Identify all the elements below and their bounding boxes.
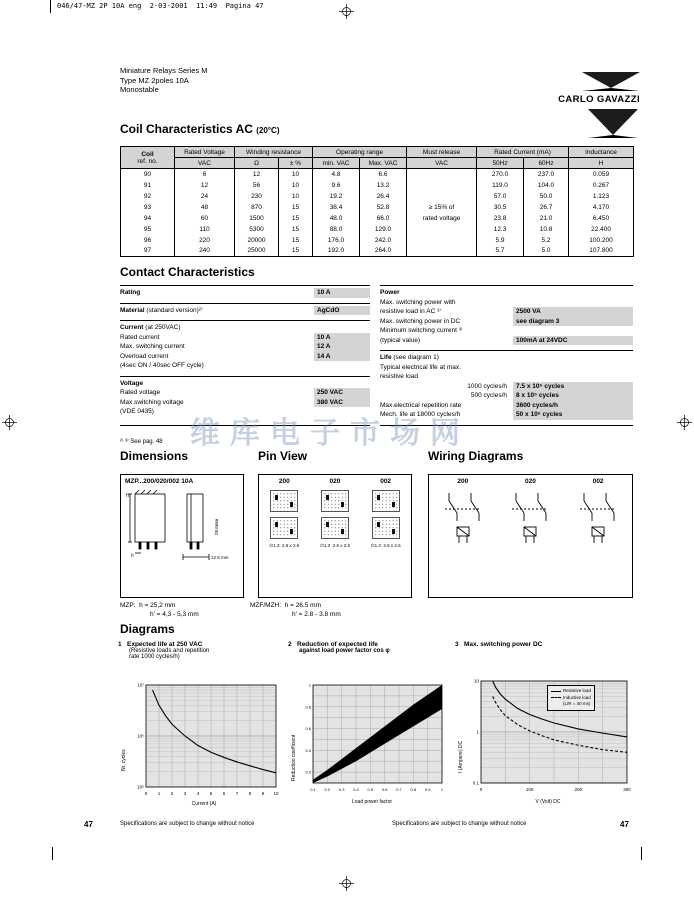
table-row (121, 180, 634, 191)
life-1000-label: 1000 cycles/h (467, 382, 507, 390)
table-cell (407, 180, 477, 191)
max-switching-current-label: Max. switching current (120, 343, 185, 350)
coil-title-text: Coil Characteristics AC (120, 122, 253, 136)
diagram-1-xlabel: Current (A) (191, 801, 217, 807)
overload-note: (4sec ON / 40sec OFF cycle) (120, 362, 204, 369)
svg-text:5: 5 (209, 791, 213, 796)
life-desc-1: Typical electrical life at max. (380, 363, 461, 371)
wiring-columns (429, 475, 632, 545)
max-power-ac-value: 2500 VA (513, 307, 633, 317)
table-cell: 15 (279, 224, 313, 235)
pinview-col-020-label: 020 (329, 478, 341, 485)
wiring-col-002-label: 002 (592, 478, 604, 485)
dimensions-section-title: Dimensions (120, 449, 189, 463)
material-group (120, 303, 370, 321)
table-cell: 30.5 (477, 202, 524, 213)
wiring-col-020 (504, 478, 556, 545)
svg-text:200: 200 (574, 787, 583, 792)
table-cell: 220 (175, 235, 235, 246)
table-cell: 4.8 (313, 169, 360, 180)
svg-text:0.9: 0.9 (424, 787, 431, 792)
vde-note: (VDE 0435) (120, 408, 154, 415)
registration-mark-icon (339, 876, 354, 891)
contact-section-title: Contact Characteristics (120, 265, 255, 279)
table-cell: 5300 (235, 224, 279, 235)
table-cell: 13.2 (360, 180, 407, 191)
table-cell: 91 (121, 180, 175, 191)
coil-title-note: (20°C) (256, 126, 280, 135)
pin-dims: ∅1.3 2.6 x 2.6 (370, 543, 401, 548)
table-cell: 50.0 (524, 191, 569, 202)
table-cell: 110 (175, 224, 235, 235)
table-cell: 56 (235, 180, 279, 191)
current-group (120, 320, 370, 376)
dimensions-box (120, 474, 244, 598)
table-cell: 104.0 (524, 180, 569, 191)
max-power-ac-label-2: resistive load in AC ³⁾ (380, 308, 441, 315)
pin-grid (372, 517, 400, 539)
svg-text:0.8: 0.8 (410, 787, 417, 792)
table-cell: 10 (279, 191, 313, 202)
table-cell: 5.2 (524, 235, 569, 246)
voltage-group (120, 376, 370, 422)
table-cell: 22.400 (569, 224, 634, 235)
col-min-vac: min. VAC (313, 158, 360, 169)
svg-text:0.1: 0.1 (310, 787, 316, 792)
rating-value: 10 A (314, 288, 370, 298)
table-row (121, 169, 634, 180)
repetition-rate-value: 3600 cycles/h (513, 401, 633, 411)
max-power-dc-label: Max. switching power in DC (380, 317, 461, 325)
col-inductance: Inductance (569, 147, 634, 158)
table-cell: 870 (235, 202, 279, 213)
crop-mark (641, 847, 642, 860)
logo-triangle-icon (588, 109, 638, 138)
col-rated-current: Rated Current (mA) (477, 147, 569, 158)
table-cell: 237.0 (524, 169, 569, 180)
col-ohm: Ω (235, 158, 279, 169)
svg-text:10⁶: 10⁶ (137, 733, 144, 739)
table-cell: 4.170 (569, 202, 634, 213)
table-cell: 176.0 (313, 235, 360, 246)
table-cell: 60 (175, 213, 235, 224)
svg-text:10⁷: 10⁷ (137, 682, 144, 688)
pin-dims: ∅1.3 2.6 x 2.6 (320, 543, 350, 548)
pin-grid (270, 517, 298, 539)
contact-right-column (380, 285, 633, 426)
life-500-value: 8 x 10⁵ cycles (513, 391, 633, 401)
table-cell: 0.059 (569, 169, 634, 180)
svg-text:0: 0 (479, 787, 483, 792)
table-cell: 15 (279, 213, 313, 224)
col-inductance-unit: H (569, 158, 634, 169)
max-switching-voltage-value: 380 VAC (314, 398, 370, 408)
coil-table-body (121, 169, 634, 257)
diagram-2-sub: against load power factor cos φ (299, 648, 390, 654)
table-cell (407, 191, 477, 202)
table-cell: 92 (121, 191, 175, 202)
table-cell: 6.450 (569, 213, 634, 224)
pin-grid (270, 490, 298, 512)
svg-text:0.7: 0.7 (396, 787, 402, 792)
rated-voltage-value: 250 VAC (314, 388, 370, 398)
diagram-3-title: 3 Max. switching power DC (455, 641, 543, 648)
table-cell: 240 (175, 246, 235, 257)
mzp-note: MZP: h = 25,2 mm h' = 4,3 - 5,3 mm (120, 602, 199, 618)
diagram-2-title: 2 Reduction of expected life (288, 641, 378, 648)
current-label: Current (at 250VAC) (120, 324, 181, 331)
svg-text:0: 0 (144, 791, 148, 796)
voltage-label: Voltage (120, 379, 143, 387)
table-row (121, 246, 634, 257)
table-cell: 100.200 (569, 235, 634, 246)
table-cell: 21.0 (524, 213, 569, 224)
svg-text:0.3: 0.3 (338, 787, 345, 792)
table-row (121, 202, 634, 213)
table-cell: 48.0 (313, 213, 360, 224)
table-cell: 66.0 (360, 213, 407, 224)
table-cell: 6.6 (360, 169, 407, 180)
table-cell: 10 (279, 169, 313, 180)
footer-note-right: Specifications are subject to change without notice (392, 821, 527, 827)
wiring-col-200 (437, 478, 489, 545)
pinview-col-002 (371, 478, 401, 549)
svg-text:1: 1 (157, 791, 161, 796)
diagram-2-ylabel: Reduction coefficient (291, 734, 297, 781)
pinview-col-020 (320, 478, 350, 549)
contact-left-column (120, 285, 370, 426)
table-cell: ≥ 15% of (407, 202, 477, 213)
table-cell: 12.3 (477, 224, 524, 235)
max-power-ac-label-1: Max. switching power with (380, 298, 456, 306)
pinview-col-200 (269, 478, 299, 549)
rated-current-value: 10 A (314, 333, 370, 343)
diagram-1-sub1: (Resistive loads and repetition (129, 648, 210, 654)
col-rated-voltage: Rated Voltage (175, 147, 235, 158)
max-power-dc-value: see diagram 3 (513, 317, 633, 327)
table-cell: 15 (279, 235, 313, 246)
dimension-drawing (125, 487, 241, 579)
table-cell: 107.800 (569, 246, 634, 257)
table-cell: 9.6 (313, 180, 360, 191)
mech-life-value: 50 x 10⁶ cycles (513, 410, 633, 420)
table-cell: rated voltage (407, 213, 477, 224)
coil-section-title (120, 122, 279, 136)
dim-label-286: 28.6mm (214, 518, 219, 535)
wiring-schematic (504, 485, 556, 545)
table-cell: 264.0 (360, 246, 407, 257)
table-cell (407, 224, 477, 235)
table-cell: 12 (175, 180, 235, 191)
table-cell: 129.0 (360, 224, 407, 235)
table-cell: 20000 (235, 235, 279, 246)
col-max-vac: Max. VAC (360, 158, 407, 169)
power-label: Power (380, 289, 400, 296)
brand-logo (538, 72, 640, 138)
svg-text:0.1: 0.1 (472, 780, 479, 786)
min-switching-current-note: (typical value) (380, 336, 421, 344)
table-cell: 96 (121, 235, 175, 246)
table-cell: 242.0 (360, 235, 407, 246)
table-cell: 270.0 (477, 169, 524, 180)
diagram-3-panel (455, 641, 637, 819)
pinview-section-title: Pin View (258, 449, 308, 463)
table-cell: 6 (175, 169, 235, 180)
dashed-line-icon (551, 697, 561, 698)
table-cell: 15 (279, 246, 313, 257)
repetition-rate-label: Max.electrical repetition rate (380, 401, 462, 409)
life-label: Life (see diagram 1) (380, 354, 439, 361)
table-cell: 5.7 (477, 246, 524, 257)
life-desc-2: resistive load (380, 373, 418, 380)
col-50hz: 50Hz (477, 158, 524, 169)
col-60hz: 60Hz (524, 158, 569, 169)
svg-text:10⁵: 10⁵ (137, 784, 144, 790)
table-row (121, 224, 634, 235)
dim-label-hprime: h' (131, 553, 135, 558)
table-cell: 95 (121, 224, 175, 235)
table-cell (407, 235, 477, 246)
pin-grid (321, 517, 349, 539)
rating-group (120, 285, 370, 303)
coil-table (120, 146, 634, 257)
svg-text:0.6: 0.6 (381, 787, 388, 792)
variant-line: Monostable (120, 85, 159, 94)
svg-text:0.8: 0.8 (305, 704, 311, 710)
max-switching-current-value: 12 A (314, 342, 370, 352)
svg-text:0.4: 0.4 (353, 787, 359, 792)
table-cell: 48 (175, 202, 235, 213)
pin-dims: ∅1.3 2.6 x 2.6 (269, 543, 300, 548)
mech-life-label: Mech. life at 18000 cycles/h (380, 411, 461, 418)
svg-text:4: 4 (196, 791, 200, 796)
table-cell: 19.2 (313, 191, 360, 202)
table-cell: 57.0 (477, 191, 524, 202)
cos-phi-chart (298, 681, 446, 795)
brand-name: CARLO GAVAZZI (558, 94, 640, 105)
registration-mark-icon (677, 415, 692, 430)
dim-label-h: h (126, 493, 129, 499)
diagram-1-sub2: rate 1000 cycles/h) (129, 654, 180, 660)
col-winding-resistance: Winding resistance (235, 147, 313, 158)
diagram-3-xlabel: V (Volt) DC (535, 799, 561, 805)
page-number-left: 47 (84, 820, 93, 829)
svg-text:8: 8 (248, 791, 252, 796)
registration-mark-icon (2, 415, 17, 430)
svg-text:0.2: 0.2 (305, 769, 311, 775)
svg-text:1: 1 (308, 682, 311, 688)
col-must-release-unit: VAC (407, 158, 477, 169)
table-cell: 88.0 (313, 224, 360, 235)
pinview-col-200-label: 200 (278, 478, 290, 485)
crop-mark (52, 847, 53, 860)
table-cell: 97 (121, 246, 175, 257)
table-cell (407, 169, 477, 180)
svg-text:0.6: 0.6 (305, 726, 311, 732)
series-line: Miniature Relays Series M (120, 66, 208, 75)
min-switching-current-label: Minimum switching current ³⁾ (380, 327, 463, 334)
table-cell: 10.8 (524, 224, 569, 235)
table-cell: 12 (235, 169, 279, 180)
expected-life-chart (128, 681, 280, 799)
print-header: 046/47-MZ 2P 10A eng 2-03-2001 11:49 Pagina 47 (57, 2, 264, 10)
table-cell: 1.123 (569, 191, 634, 202)
svg-text:1: 1 (440, 787, 444, 792)
footer-note-left: Specifications are subject to change without notice (120, 821, 255, 827)
svg-text:10: 10 (473, 678, 479, 684)
pinview-columns (259, 475, 411, 549)
wiring-col-200-label: 200 (457, 478, 469, 485)
table-cell: 230 (235, 191, 279, 202)
overload-current-label: Overload current (120, 352, 169, 360)
rated-voltage-label: Rated voltage (120, 389, 161, 396)
svg-text:3: 3 (183, 791, 187, 796)
table-cell: 5.0 (524, 246, 569, 257)
wiring-box (428, 474, 633, 598)
watermark: 维库电子市场网 (190, 417, 470, 450)
dim-label-125: 12.5 mm (211, 555, 229, 560)
crop-mark (50, 0, 51, 13)
pinview-col-002-label: 002 (380, 478, 392, 485)
table-cell: 0.267 (569, 180, 634, 191)
material-value: AgCdO (314, 306, 370, 316)
svg-text:2: 2 (170, 791, 174, 796)
col-operating-range: Operating range (313, 147, 407, 158)
col-must-release: Must release (407, 147, 477, 158)
svg-text:0.5: 0.5 (367, 787, 374, 792)
wiring-col-020-label: 020 (525, 478, 536, 485)
table-cell: 26.4 (360, 191, 407, 202)
table-cell: 1500 (235, 213, 279, 224)
pin-grid (321, 490, 349, 512)
table-row (121, 191, 634, 202)
pin-grid (372, 490, 400, 512)
rating-label: Rating (120, 289, 141, 296)
table-cell: 119.0 (477, 180, 524, 191)
chart-legend: Resistive load Inductive load (L/R = 40 ms) (547, 685, 595, 711)
diagram-2-xlabel: Load power factor (351, 799, 393, 805)
rated-current-label: Rated current (120, 333, 160, 341)
svg-text:100: 100 (525, 787, 534, 792)
page-number-right: 47 (620, 820, 629, 829)
pinview-box (258, 474, 412, 598)
table-cell: 10 (279, 180, 313, 191)
footnote: ²⁾ ³⁾ See pag. 48 (120, 439, 163, 445)
table-cell: 52.8 (360, 202, 407, 213)
diagram-1-title: 1 Expected life at 250 VAC (118, 641, 203, 648)
diagram-2-panel (288, 641, 454, 819)
table-cell: 38.4 (313, 202, 360, 213)
min-switching-current-value: 100mA at 24VDC (513, 336, 633, 346)
wiring-section-title: Wiring Diagrams (428, 449, 524, 463)
svg-text:1: 1 (476, 729, 479, 735)
mzf-note: MZF/MZH: h = 26.5 mm h' = 2.8 - 3.8 mm (250, 602, 341, 618)
col-rated-voltage-unit: VAC (175, 158, 235, 169)
power-group (380, 285, 633, 350)
svg-text:0.4: 0.4 (305, 747, 311, 753)
life-1000-value: 7.5 x 10⁵ cycles (513, 382, 633, 392)
svg-text:9: 9 (261, 791, 265, 796)
table-cell: 15 (279, 202, 313, 213)
table-row (121, 213, 634, 224)
diagrams-section-title: Diagrams (120, 622, 175, 636)
wiring-schematic (572, 485, 624, 545)
type-line: Type MZ 2poles 10A (120, 75, 189, 85)
life-group (380, 350, 633, 425)
svg-text:7: 7 (235, 791, 239, 796)
svg-text:300: 300 (623, 787, 631, 792)
svg-text:6: 6 (222, 791, 226, 796)
registration-mark-icon (339, 4, 354, 19)
life-500-label: 500 cycles/h (470, 392, 507, 399)
col-pct: ± % (279, 158, 313, 169)
contact-characteristics (120, 285, 633, 426)
table-cell: 90 (121, 169, 175, 180)
table-cell: 192.0 (313, 246, 360, 257)
material-label: Material (standard version)²⁾ (120, 306, 203, 314)
table-cell: 5.9 (477, 235, 524, 246)
table-row (121, 235, 634, 246)
table-cell: 94 (121, 213, 175, 224)
solid-line-icon (551, 691, 561, 692)
table-cell: 26.7 (524, 202, 569, 213)
logo-triangle-icon (582, 72, 640, 91)
svg-text:0.2: 0.2 (324, 787, 331, 792)
table-cell (407, 246, 477, 257)
table-cell: 25000 (235, 246, 279, 257)
wiring-schematic (437, 485, 489, 545)
max-switching-voltage-label: Max.switching voltage (120, 398, 184, 406)
diagram-1-panel (118, 641, 290, 819)
document-header (120, 66, 208, 95)
table-cell: 93 (121, 202, 175, 213)
svg-text:10: 10 (273, 791, 279, 796)
table-cell: 23.8 (477, 213, 524, 224)
diagram-1-ylabel: Nr. cycles (121, 749, 127, 771)
col-coil-ref: Coil ref. no. (121, 147, 175, 169)
table-cell: 24 (175, 191, 235, 202)
wiring-col-002 (572, 478, 624, 545)
dimensions-box-title: MZP...200/020/002 10A (125, 478, 194, 485)
overload-current-value: 14 A (314, 352, 370, 362)
diagram-3-ylabel: I (Ampere) DC (458, 740, 464, 773)
coil-table-head (121, 147, 634, 169)
